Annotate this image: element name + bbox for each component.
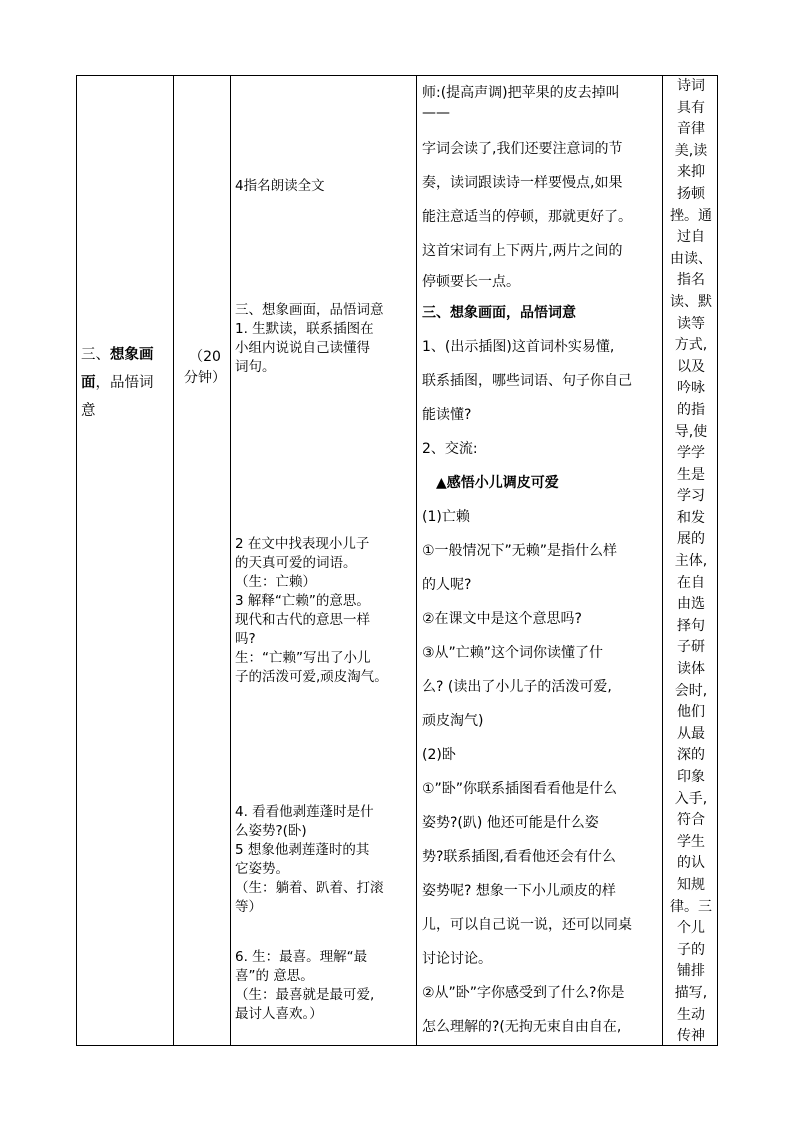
intent-line: 择句 [677,617,705,634]
teacher-line: (1)亡赖 [422,509,470,525]
intent-line: 他们 [677,704,705,721]
intent-line: 生是 [677,466,705,483]
intent-line: 子的 [677,941,705,958]
teacher-line: 姿势?(趴) 他还可能是什么姿 [422,815,599,831]
activity-line: 词句。 [235,359,276,375]
intent-line: 指名 [677,272,705,289]
activity-line: 的天真可爱的词语。 [235,555,357,571]
intent-line: 的认 [677,855,705,872]
intent-line: 描写, [674,984,708,1001]
intent-line: 知规 [677,876,705,893]
intent-line: 音律 [677,121,705,138]
column-divider [173,76,174,1045]
activity-line: （生：亡赖） [235,574,316,590]
intent-line: 学习 [677,488,705,505]
teacher-line: 这首宋词有上下两片,两片之间的 [422,243,623,259]
teacher-line: 停顿要长一点。 [422,274,520,290]
intent-line: 扬顿 [677,185,705,202]
intent-line: 展的 [677,531,705,548]
activity-line: 2 在文中找表现小儿子 [235,536,370,552]
intent-line: 入手, [674,790,708,807]
activity-line: 3 解释“亡赖”的意思。 [235,593,370,609]
intent-line: 和发 [677,509,705,526]
teacher-line: 顽皮淘气) [422,713,484,729]
activity-line: 现代和古代的意思一样 [235,612,370,628]
teacher-line: 的人呢? [422,577,472,593]
activity-line: 4指名朗读全文 [235,178,325,194]
activity-line: 子的活泼可爱,顽皮淘气。 [235,669,388,685]
intent-line: 律。三 [670,898,712,915]
section-title-bold: 面 [81,375,96,391]
section-title-part: 三、 [81,347,110,363]
activity-line: （生：躺着、趴着、打滚 [235,880,384,896]
intent-line: 深的 [677,747,705,764]
activity-line: 6. 生：最喜。理解“最 [235,949,368,965]
teacher-line: —— [422,105,450,121]
intent-line: 诗词 [677,78,705,94]
activity-line: 么姿势?(卧) [235,823,307,839]
intent-line: 读体 [677,661,705,678]
intent-line: 的指 [677,401,705,418]
intent-line: 会时, [674,682,708,699]
teacher-line: 联系插图，哪些词语、句子你自己 [422,373,632,389]
time-text: （20 [189,349,221,365]
teacher-line: 奏，读词跟读诗一样要慢点,如果 [422,175,623,191]
intent-line: 方式, [674,337,708,354]
intent-line: 符合 [677,812,705,829]
student-activity-read [235,177,417,196]
teacher-line: 怎么理解的?(无拘无束自由自在, [422,1019,622,1035]
student-activity-group-2 [235,535,417,687]
activity-line: 生：“亡赖”写出了小儿 [235,650,371,666]
intent-line: 读等 [677,315,705,332]
intent-line: 导,使 [674,423,708,440]
activity-heading: 三、想象画面，品悟词意 [235,302,384,318]
intent-line: 生动 [677,1006,705,1023]
teacher-line: ①一般情况下”无赖”是指什么样 [422,543,618,559]
section-title-cell [81,341,173,425]
teacher-line: 么? (读出了小儿子的活泼可爱, [422,679,612,695]
teacher-line: 势?联系插图,看看他还会有什么 [422,849,616,865]
intent-line: 来抑 [677,164,705,181]
activity-line: 最讨人喜欢。） [235,1006,323,1022]
intent-line: 在自 [677,574,705,591]
intent-line: 过自 [677,229,705,246]
teacher-line: (2)卧 [422,747,456,763]
section-title-part: ，品悟词 [95,375,154,391]
time-cell [179,347,231,389]
teacher-heading: 三、想象画面，品悟词意 [422,305,576,321]
teacher-line: 字词会读了,我们还要注意词的节 [422,141,623,157]
teacher-line: 能读懂? [422,407,472,423]
teacher-line: ②在课文中是这个意思吗? [422,611,582,627]
intent-line: 以及 [677,358,705,375]
intent-line: 铺排 [677,963,705,980]
intent-line: 学学 [677,445,705,462]
activity-line: 它姿势。 [235,861,289,877]
intent-line: 主体, [674,553,708,570]
intent-line: 读、默 [670,293,712,310]
teacher-line: 师:(提高声调)把苹果的皮去掉叫 [422,85,620,101]
section-title-part: 意 [81,403,96,419]
intent-line: 个儿 [677,920,705,937]
teacher-line: ①”卧”你联系插图看看他是什么 [422,781,618,797]
intent-line: 挫。通 [670,207,712,224]
intent-line: 从最 [677,725,705,742]
teacher-line: 2、交流: [422,441,478,457]
teacher-subheading: ▲感悟小儿调皮可爱 [436,475,559,491]
activity-line: 小组内说说自己读懂得 [235,340,370,356]
column-divider [230,76,231,1045]
student-activity-group-4 [235,948,417,1024]
time-text: 分钟） [184,370,226,386]
intent-line: 传神 [677,1028,705,1045]
teacher-line: 1、(出示插图)这首词朴实易懂, [422,339,615,355]
activity-line: 4. 看看他剥莲蓬时是什 [235,804,374,820]
teacher-line: ③从”亡赖”这个词你读懂了什 [422,645,604,661]
teacher-line: 讨论讨论。 [422,951,492,967]
teacher-line: ②从”卧”字你感受到了什么?你是 [422,985,625,1001]
teacher-activity-cell [422,76,660,1044]
intent-line: 印象 [677,769,705,785]
lesson-plan-table [76,75,718,1046]
teacher-line: 能注意适当的停顿，那就更好了。 [422,209,632,225]
intent-line: 具有 [677,99,705,116]
section-title-bold: 想象画 [110,347,154,363]
intent-line: 美,读 [674,142,708,159]
intent-line: 由选 [677,596,705,613]
activity-line: 等） [235,899,262,915]
teacher-line: 姿势呢? 想象一下小儿顽皮的样 [422,883,616,899]
column-divider [662,76,663,1045]
student-activity-group-3 [235,803,417,917]
intent-line: 吟咏 [677,380,705,397]
activity-line: （生：最喜就是最可爱, [235,987,375,1003]
teacher-line: 儿，可以自己说一说，还可以同桌 [422,917,632,933]
activity-line: 1. 生默读，联系插图在 [235,321,374,337]
intent-line: 子研 [677,639,705,656]
activity-line: 5 想象他剥莲蓬时的其 [235,842,370,858]
intent-line: 学生 [677,833,705,850]
design-intent-cell [666,76,716,1048]
intent-line: 由读、 [670,250,712,267]
student-activity-group-1 [235,301,417,377]
activity-line: 喜”的 意思。 [235,968,314,984]
activity-line: 吗? [235,631,256,647]
